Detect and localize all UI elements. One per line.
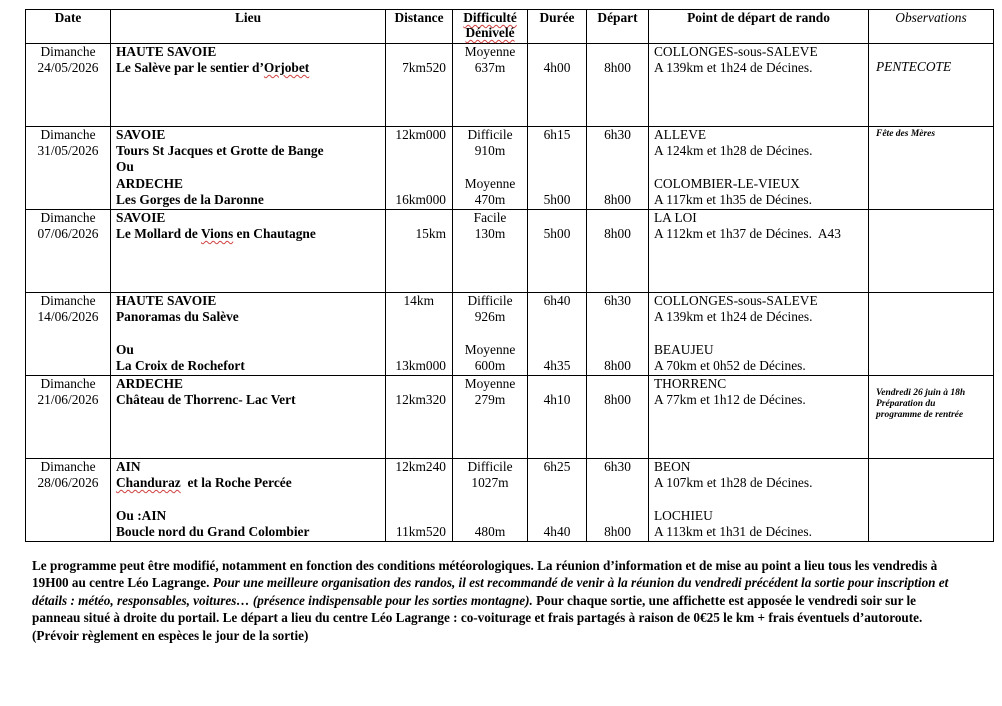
col-header-observations: Observations xyxy=(869,10,994,44)
observations-cell xyxy=(869,459,994,542)
observations-cell: PENTECOTE xyxy=(869,44,994,127)
difficulte-cell: Facile 130m xyxy=(453,210,528,293)
duree-cell: 4h10 xyxy=(528,376,587,459)
col-header-date: Date xyxy=(26,10,111,44)
col-header-depart: Départ xyxy=(587,10,649,44)
point-depart-cell: COLLONGES-sous-SALEVE A 139km et 1h24 de Décines. xyxy=(649,44,869,127)
table-row xyxy=(26,459,994,542)
lieu-cell: ARDECHE Château de Thorrenc- Lac Vert xyxy=(111,376,386,459)
col-header-duree: Durée xyxy=(528,10,587,44)
date-cell: Dimanche 07/06/2026 xyxy=(26,210,111,293)
duree-cell: 6h40 4h35 xyxy=(528,293,587,376)
lieu-cell: AIN Chanduraz et la Roche Percée Ou :AIN Boucle nord du Grand Colombier xyxy=(111,459,386,542)
distance-cell: 14km 13km000 xyxy=(386,293,453,376)
distance-cell: 15km xyxy=(386,210,453,293)
distance-cell: 12km000 16km000 xyxy=(386,127,453,210)
duree-cell: 6h25 4h40 xyxy=(528,459,587,542)
col-header-point-depart: Point de départ de rando xyxy=(649,10,869,44)
point-depart-cell: ALLEVE A 124km et 1h28 de Décines. COLOMBIER-LE-VIEUX A 117km et 1h35 de Décines. xyxy=(649,127,869,210)
col-header-lieu: Lieu xyxy=(111,10,386,44)
lieu-cell: SAVOIE Tours St Jacques et Grotte de Bange Ou ARDECHE Les Gorges de la Daronne xyxy=(111,127,386,210)
lieu-cell: SAVOIE Le Mollard de Vions en Chautagne xyxy=(111,210,386,293)
table-row xyxy=(26,210,994,293)
distance-cell: 7km520 xyxy=(386,44,453,127)
observations-cell xyxy=(869,293,994,376)
date-cell: Dimanche 24/05/2026 xyxy=(26,44,111,127)
difficulte-cell: Moyenne 279m xyxy=(453,376,528,459)
program-note: Le programme peut être modifié, notamment en fonction des conditions météorologiques. La réunion d’information et de mise au point a lieu tous les vendredis à 19H00 au centre Léo Lagrange. Pour une meilleure organisation des randos, il est recommandé de venir à la réunion du vendredi précédent la sortie pour inscription et détails : météo, responsables, voitures… (présence indispensable pour les sorties montagne). Pour chaque sortie, une affichette est apposée le vendredi soir sur le panneau situé à droite du portail. Le départ a lieu du centre Léo Lagrange : co-voiturage et frais partagés à raison de 0€25 le km + frais éventuels d’autoroute. (Prévoir règlement en espèces le jour de la sortie) xyxy=(32,558,949,643)
table-row xyxy=(26,127,994,210)
depart-cell: 8h00 xyxy=(587,376,649,459)
observations-cell: Fête des Mères xyxy=(869,127,994,210)
table-row xyxy=(26,44,994,127)
observations-cell xyxy=(869,210,994,293)
table-row xyxy=(26,293,994,376)
depart-cell: 8h00 xyxy=(587,44,649,127)
depart-cell: 6h30 8h00 xyxy=(587,293,649,376)
point-depart-cell: BEON A 107km et 1h28 de Décines. LOCHIEU A 113km et 1h31 de Décines. xyxy=(649,459,869,542)
duree-cell: 6h15 5h00 xyxy=(528,127,587,210)
date-cell: Dimanche 14/06/2026 xyxy=(26,293,111,376)
point-depart-cell: LA LOI A 112km et 1h37 de Décines. A43 xyxy=(649,210,869,293)
observations-cell: Vendredi 26 juin à 18h Préparation du programme de rentrée xyxy=(869,376,994,459)
date-cell: Dimanche 31/05/2026 xyxy=(26,127,111,210)
lieu-cell: HAUTE SAVOIE Le Salève par le sentier d’Orjobet xyxy=(111,44,386,127)
distance-cell: 12km320 xyxy=(386,376,453,459)
table-row xyxy=(26,376,994,459)
table-header-row xyxy=(26,10,994,44)
col-header-distance: Distance xyxy=(386,10,453,44)
depart-cell: 6h30 8h00 xyxy=(587,459,649,542)
hike-program-table xyxy=(25,9,994,542)
date-cell: Dimanche 28/06/2026 xyxy=(26,459,111,542)
depart-cell: 6h30 8h00 xyxy=(587,127,649,210)
distance-cell: 12km240 11km520 xyxy=(386,459,453,542)
depart-cell: 8h00 xyxy=(587,210,649,293)
difficulte-cell: Difficile 910m Moyenne 470m xyxy=(453,127,528,210)
date-cell: Dimanche 21/06/2026 xyxy=(26,376,111,459)
point-depart-cell: THORRENC A 77km et 1h12 de Décines. xyxy=(649,376,869,459)
col-header-difficulte: Difficulté Dénivelé xyxy=(453,10,528,44)
point-depart-cell: COLLONGES-sous-SALEVE A 139km et 1h24 de Décines. BEAUJEU A 70km et 0h52 de Décines. xyxy=(649,293,869,376)
duree-cell: 4h00 xyxy=(528,44,587,127)
difficulte-cell: Difficile 926m Moyenne 600m xyxy=(453,293,528,376)
duree-cell: 5h00 xyxy=(528,210,587,293)
difficulte-cell: Difficile 1027m 480m xyxy=(453,459,528,542)
difficulte-cell: Moyenne 637m xyxy=(453,44,528,127)
lieu-cell: HAUTE SAVOIE Panoramas du Salève Ou La Croix de Rochefort xyxy=(111,293,386,376)
